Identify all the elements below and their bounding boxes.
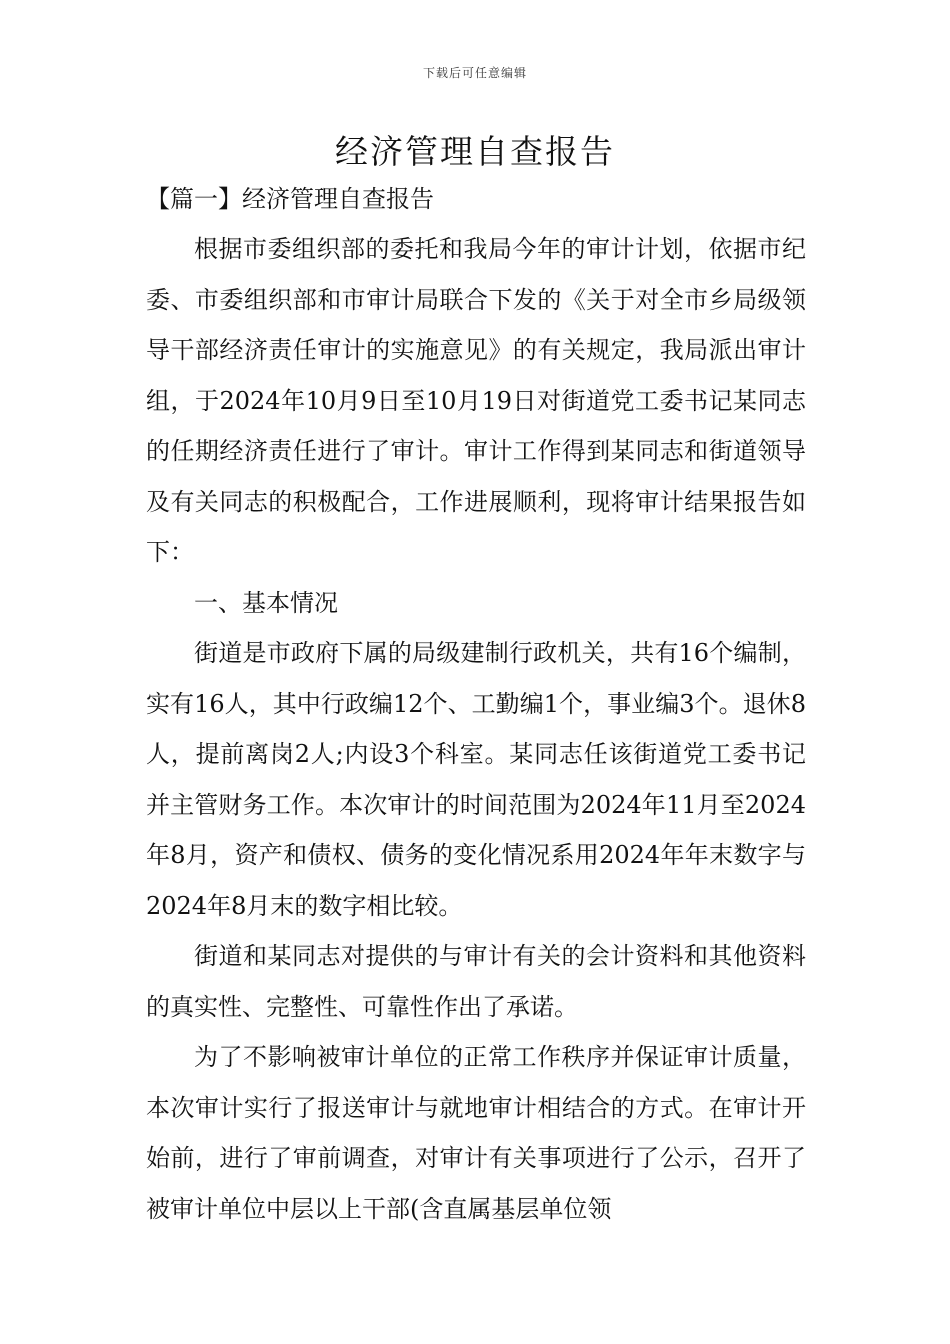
header-note: 下载后可任意编辑 <box>422 66 527 80</box>
paragraph-intro: 根据市委组织部的委托和我局今年的审计计划，依据市纪委、市委组织部和市审计局联合下发的《关于对全市乡局级领导干部经济责任审计的实施意见》的有关规定，我局派出审计组，于2024年10月9日至10月19日对街道党工委书记某同志的任期经济责任进行了审计。审计工作得到某同志和街道领导及有关同志的积极配合，工作进展顺利，现将审计结果报告如下： <box>146 235 806 566</box>
paragraph-audit-method: 为了不影响被审计单位的正常工作秩序并保证审计质量，本次审计实行了报送审计与就地审计相结合的方式。在审计开始前，进行了审前调查，对审计有关事项进行了公示，召开了被审计单位中层以上干部(含直属基层单位领 <box>146 1043 806 1223</box>
document-title: 经济管理自查报告 <box>335 132 615 171</box>
section-heading: 【篇一】经济管理自查报告 <box>146 185 434 213</box>
paragraph-commitment: 街道和某同志对提供的与审计有关的会计资料和其他资料的真实性、完整性、可靠性作出了承诺。 <box>146 942 806 1021</box>
document-body <box>146 224 806 1234</box>
paragraph-subheading-basic-situation: 一、基本情况 <box>194 588 338 617</box>
paragraph-basic-situation: 街道是市政府下属的局级建制行政机关，共有16个编制，实有16人，其中行政编12个、工勤编1个，事业编3个。退休8人，提前离岗2人;内设3个科室。某同志任该街道党工委书记并主管财务工作。本次审计的时间范围为2024年11月至2024年8月，资产和债权、债务的变化情况系用2024年年末数字与2024年8月末的数字相比较。 <box>146 639 806 920</box>
